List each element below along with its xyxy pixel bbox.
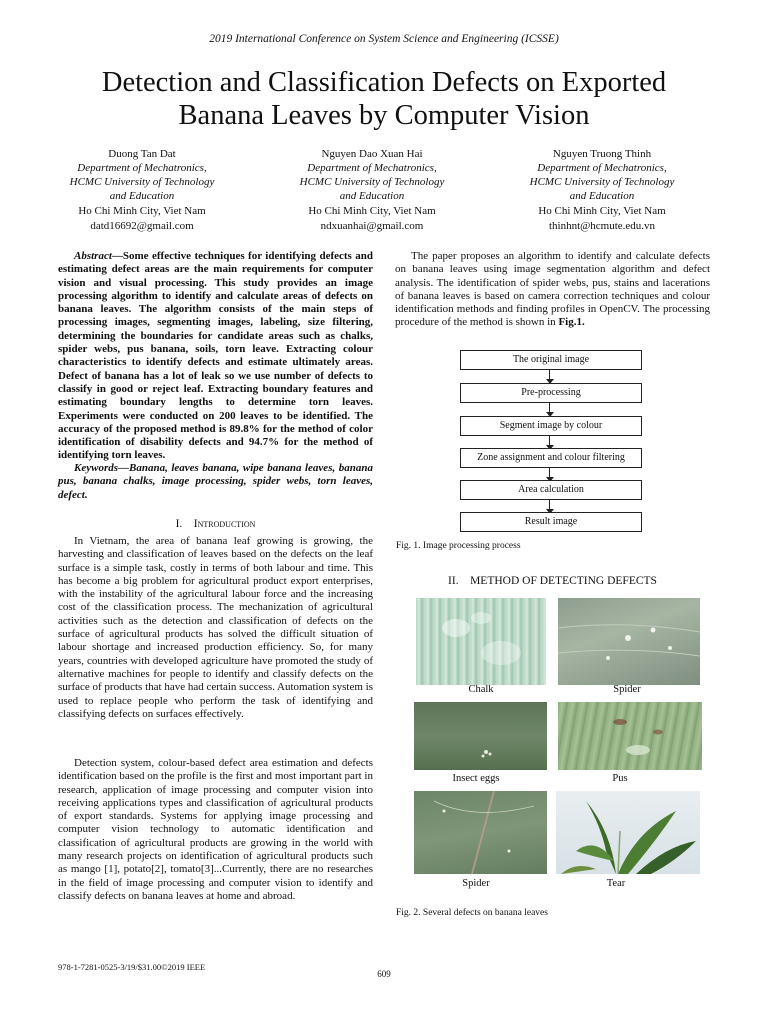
photo-label-tear: Tear	[606, 878, 626, 889]
chalk-defect-photo	[416, 598, 546, 685]
keywords-text: Keywords—Banana, leaves banana, wipe banana leaves, banana pus, banana chalks, image processing, spider webs, torn leaves, defect.	[58, 462, 373, 501]
author-department: Department of Mechatronics,	[77, 162, 207, 174]
section-number: II.	[448, 575, 459, 587]
author-name: Nguyen Dao Xuan Hai	[321, 148, 423, 160]
torn-leaf-drawing	[556, 791, 700, 874]
section-number: I.	[175, 518, 183, 530]
photo-label-spider-2: Spider	[462, 878, 490, 889]
insect-eggs-defect-photo	[414, 702, 547, 770]
intro-text-2: Detection system, colour-based defect area estimation and defects identification based on the profile is the first and most important part in research, application of image processing and computer vision into receiving applications types and classification of agricultural products of export standards. Systems for applying image processing and computer vision technology to automatic identification and classification of agricultural products are growing in the world with many research projects on identification of agricultural products such as mango [1], potato[2], tomato[3]...Currently, there are no researches in the field of image processing and computer vision to identify and classify defects on banana leaves at home and abroad.	[58, 757, 373, 902]
tear-defect-photo	[556, 791, 700, 874]
author-block-3	[487, 147, 717, 233]
method-overview-text: The paper proposes an algorithm to identify and calculate defects on banana leaves using image segmentation algorithm and defect analysis. The identification of spider webs, pus, stains and lacerations of banana leaves is based on camera correction techniques and colour identification methods and finding profiles in OpenCV. The processing procedure of the method is shown in	[395, 250, 710, 329]
abstract-text: —Some effective techniques for identifying defects and estimating defect areas are the main requirements for computer vision and visual processing. This study provides an image processing algorithm to identify and calculate areas of defects on banana leaves. The algorithm consists of the main steps of processing images, segmenting images, labeling, size filtering, determining the boundaries for candidate areas such as chalks, spider webs, pus banana, soils, torn leave. Extracting colour characteristics to identify defects and estimate ultimately areas. Defect of banana has a lot of leak so we use number of defects to classify in good or reject leaf. Extracting boundary features and estimating boundary lengths to determine torn leaves. Experiments were conducted on 200 leaves to be identified. The accuracy of the proposed method is 89.8% for the method of color identification of disability defects and 94.7% for the method of identifying torn leaves.	[58, 250, 373, 462]
author-university-line2: and Education	[109, 190, 175, 202]
page-number: 609	[377, 969, 391, 979]
figure-reference: Fig.1.	[558, 316, 585, 329]
abstract	[58, 250, 373, 463]
chalk-marks	[416, 598, 546, 685]
conference-header: 2019 International Conference on System Science and Engineering (ICSSE)	[209, 33, 559, 45]
author-block-2	[257, 147, 487, 233]
author-city: Ho Chi Minh City, Viet Nam	[538, 205, 666, 217]
author-name: Duong Tan Dat	[108, 148, 176, 160]
flow-step-segment-by-colour: Segment image by colour	[460, 416, 642, 436]
spider-marks	[558, 598, 700, 685]
author-department: Department of Mechatronics,	[537, 162, 667, 174]
photo-label-chalk: Chalk	[468, 684, 494, 695]
section-heading-introduction	[58, 518, 373, 530]
section-heading-method	[395, 575, 710, 587]
author-university-line2: and Education	[339, 190, 405, 202]
author-email: thinhnt@hcmute.edu.vn	[548, 220, 656, 232]
section-title: Introduction	[193, 518, 256, 530]
intro-paragraph-1	[58, 535, 373, 721]
flow-step-area-calculation: Area calculation	[460, 480, 642, 500]
author-university: HCMC University of Technology	[299, 176, 445, 188]
author-name: Nguyen Truong Thinh	[552, 148, 652, 160]
author-email: ndxuanhai@gmail.com	[320, 220, 424, 232]
paper-title	[40, 66, 728, 132]
figure-1-caption: Fig. 1. Image processing process	[396, 541, 521, 551]
flow-step-zone-assignment: Zone assignment and colour filtering	[460, 448, 642, 468]
author-university: HCMC University of Technology	[69, 176, 215, 188]
author-block-1	[27, 147, 257, 233]
author-city: Ho Chi Minh City, Viet Nam	[78, 205, 206, 217]
flow-step-result-image: Result image	[460, 512, 642, 532]
author-email: datd16692@gmail.com	[90, 220, 194, 232]
flow-step-original-image: The original image	[460, 350, 642, 370]
copyright-footer: 978-1-7281-0525-3/19/$31.00©2019 IEEE	[58, 962, 206, 972]
title-line-1: Detection and Classification Defects on Exported	[101, 67, 667, 98]
method-overview-paragraph	[395, 250, 710, 330]
photo-label-spider: Spider	[613, 684, 641, 695]
pus-defect-photo	[558, 702, 702, 770]
flow-step-pre-processing: Pre-processing	[460, 383, 642, 403]
intro-text-1: In Vietnam, the area of banana leaf growing is growing, the harvesting and classification of leaves based on the defects on the leaf surface is a simple task, costly in terms of both labour and time. This has become a big problem for agricultural product export enterprises, with the instability of the agricultural labour force and the increasing cost of the classification process. The mechanization of agricultural activities such as the detection and classification of defects on the surface of agricultural products has solved the difficult situation of labour shortage and increased production efficiency. So, for many years, countries with developed agriculture have promoted the study of alternative machines for people to identify and classify defects on the surface of products that have had certain success. Automation system is used to replace people who perform the task of identifying and classifying defects on surfaces effectively.	[58, 535, 373, 720]
spider-web-defect-photo	[414, 791, 547, 874]
keywords	[58, 462, 373, 502]
photo-label-insect-eggs: Insect eggs	[452, 773, 500, 784]
author-university: HCMC University of Technology	[529, 176, 675, 188]
author-university-line2: and Education	[569, 190, 635, 202]
insect-egg-marks	[414, 702, 547, 770]
title-line-2: Banana Leaves by Computer Vision	[178, 100, 590, 131]
author-department: Department of Mechatronics,	[307, 162, 437, 174]
intro-paragraph-2	[58, 757, 373, 903]
photo-label-pus: Pus	[612, 773, 628, 784]
figure-2-caption: Fig. 2. Several defects on banana leaves	[396, 908, 548, 918]
author-city: Ho Chi Minh City, Viet Nam	[308, 205, 436, 217]
pus-marks	[558, 702, 702, 770]
spider-web-marks	[414, 791, 547, 874]
section-title: METHOD OF DETECTING DEFECTS	[470, 575, 657, 587]
abstract-lead: Abstract	[74, 250, 112, 262]
spider-defect-photo	[558, 598, 700, 685]
